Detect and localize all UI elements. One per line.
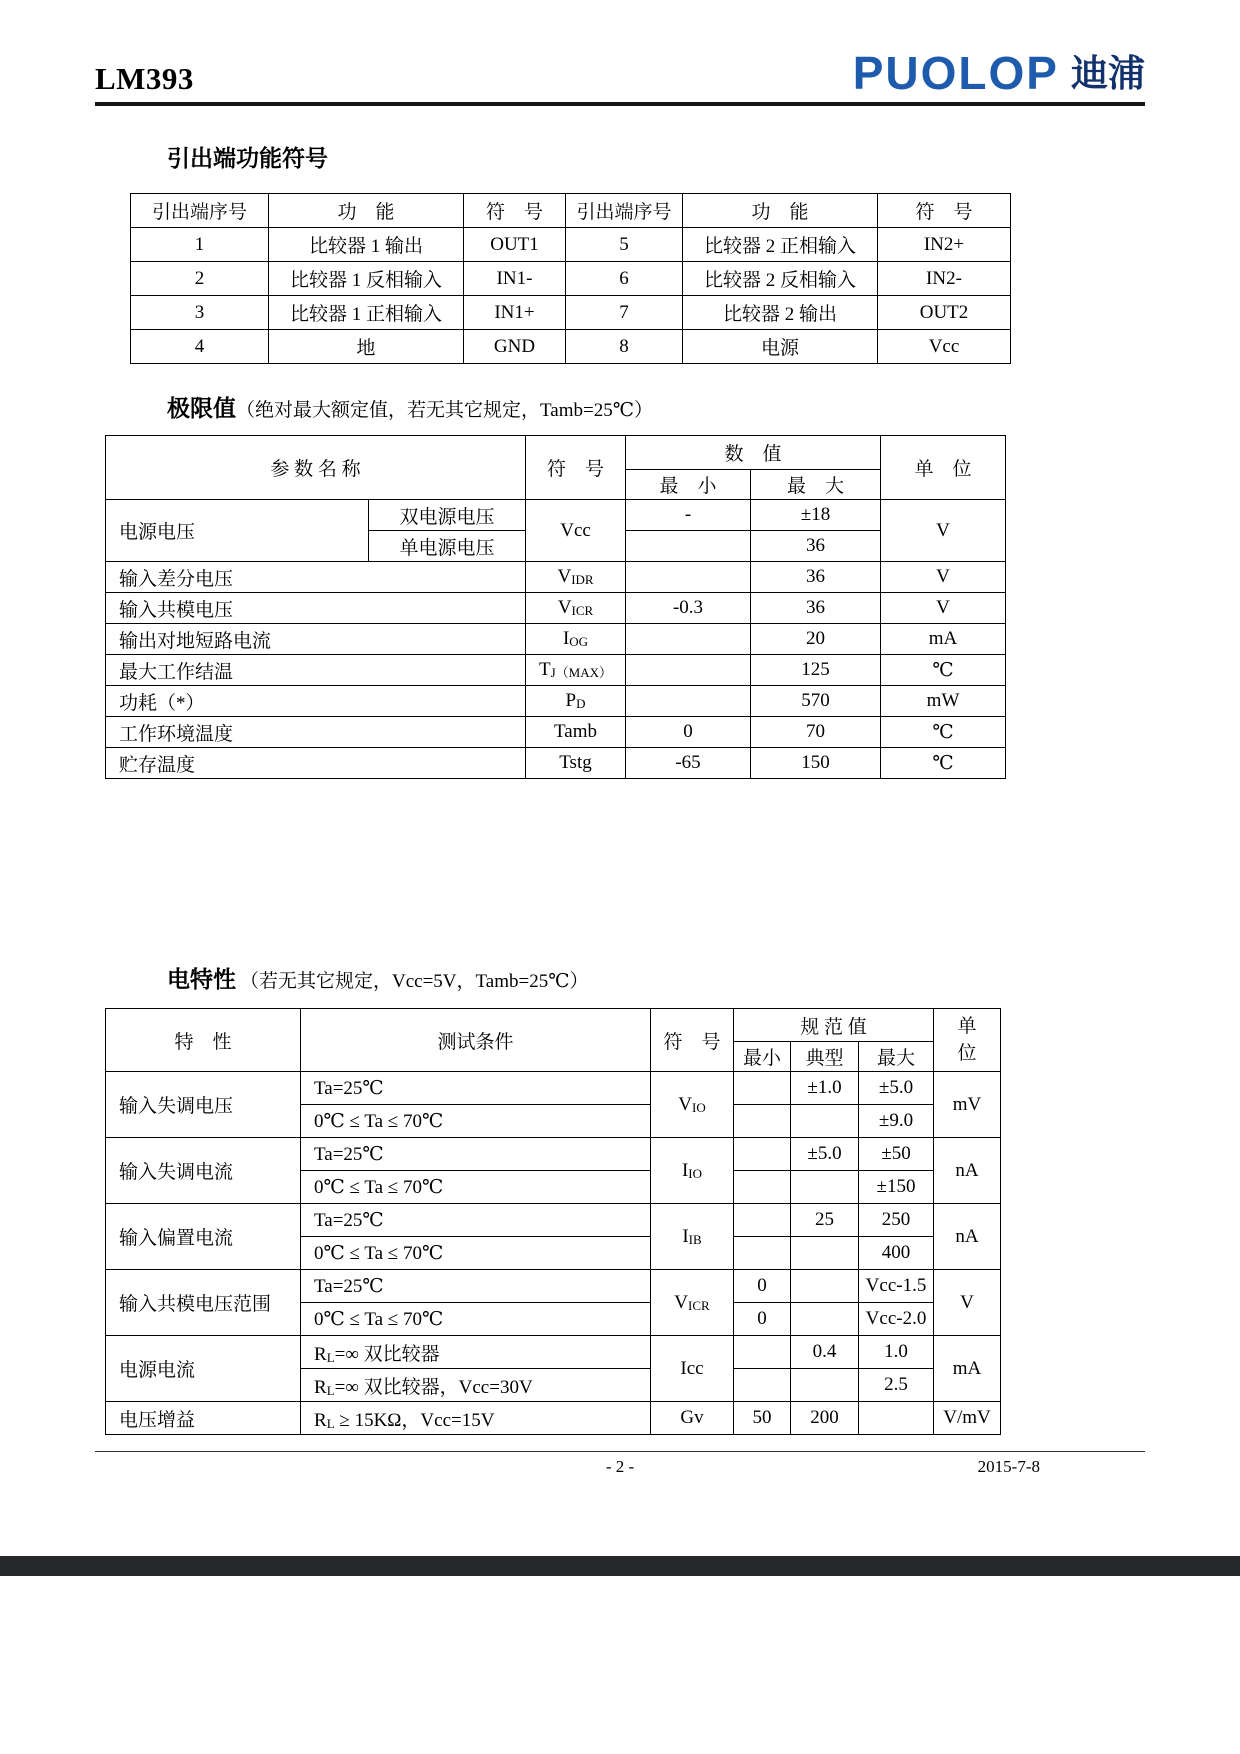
condition-cell: Ta=25℃ [301, 1270, 651, 1303]
symbol-base: V [678, 1093, 692, 1115]
pin-function-cell: 比较器 1 反相输入 [269, 262, 464, 296]
max-cell: 150 [751, 748, 881, 779]
symbol-base: V [674, 1291, 689, 1313]
elec-row [106, 1270, 1001, 1303]
condition-text: R [314, 1343, 327, 1365]
characteristic-cell: 输入偏置电流 [106, 1204, 301, 1270]
col-header-min: 最 小 [626, 470, 751, 500]
characteristic-cell: 输入失调电流 [106, 1138, 301, 1204]
min-cell [626, 531, 751, 562]
col-header-spec: 规 范 值 [734, 1009, 934, 1042]
typ-cell [791, 1105, 859, 1138]
max-cell: Vcc-2.0 [859, 1303, 934, 1336]
param-cell: 输入共模电压 [106, 593, 526, 624]
col-header-unit [934, 1009, 1001, 1072]
symbol-cell: Vcc [526, 500, 626, 562]
pin-table-row [131, 262, 1011, 296]
unit-cell: V [881, 562, 1006, 593]
brand-logo-cn: 迪浦 [1071, 52, 1145, 94]
elec-row [106, 1138, 1001, 1171]
min-cell: - [626, 500, 751, 531]
page-header [95, 47, 1145, 99]
condition-cell: 0℃ ≤ Ta ≤ 70℃ [301, 1237, 651, 1270]
symbol-base: Icc [680, 1357, 704, 1379]
typ-cell [791, 1303, 859, 1336]
page-number: - 2 - [605, 1457, 635, 1476]
symbol-cell [526, 748, 626, 779]
param-cell: 功耗（*） [106, 686, 526, 717]
min-cell [626, 655, 751, 686]
condition-text: =∞ 双比较器 [334, 1343, 440, 1365]
limits-section-title: 极限值 [167, 396, 236, 421]
condition-cell: 0℃ ≤ Ta ≤ 70℃ [301, 1303, 651, 1336]
pin-function-table [130, 193, 1011, 364]
elec-row [106, 1204, 1001, 1237]
footer-date: 2015-7-8 [977, 1457, 1040, 1476]
footer-rule [95, 1451, 1145, 1452]
param-sub-cell: 双电源电压 [369, 500, 526, 531]
elec-row [106, 1336, 1001, 1369]
param-cell: 电源电压 [106, 500, 369, 562]
pin-number-cell: 4 [131, 330, 269, 364]
symbol-cell [526, 717, 626, 748]
max-cell: 400 [859, 1237, 934, 1270]
typ-cell [791, 1237, 859, 1270]
col-header-pin-number: 引出端序号 [131, 194, 269, 228]
col-header-unit: 单 位 [881, 436, 1006, 500]
pin-symbol-cell: IN1- [464, 262, 566, 296]
condition-cell: 0℃ ≤ Ta ≤ 70℃ [301, 1105, 651, 1138]
pin-number-cell: 2 [131, 262, 269, 296]
symbol-base: I [562, 628, 570, 649]
col-header-symbol: 符 号 [651, 1009, 734, 1072]
pin-function-cell: 比较器 2 反相输入 [683, 262, 878, 296]
symbol-subscript: ICR [688, 1297, 710, 1313]
min-cell [734, 1237, 791, 1270]
limits-section-title-row [167, 390, 1145, 423]
pin-number-cell: 1 [131, 228, 269, 262]
condition-text: ≥ 15KΩ，Vcc=15V [334, 1409, 495, 1431]
pin-function-cell: 比较器 2 正相输入 [683, 228, 878, 262]
pin-function-cell: 比较器 1 正相输入 [269, 296, 464, 330]
pin-table-row [131, 296, 1011, 330]
unit-cell: nA [934, 1138, 1001, 1204]
elec-section-title-row [167, 961, 1145, 994]
pin-function-cell: 比较器 2 输出 [683, 296, 878, 330]
col-header-function: 功 能 [269, 194, 464, 228]
max-cell: 36 [751, 531, 881, 562]
max-cell: 125 [751, 655, 881, 686]
pin-function-cell: 地 [269, 330, 464, 364]
elec-section-subtitle: （若无其它规定，Vcc=5V，Tamb=25℃） [240, 971, 589, 992]
brand-logo-en: PUOLOP [852, 47, 1059, 99]
symbol-base: Tamb [554, 721, 598, 742]
col-header-max: 最大 [859, 1042, 934, 1072]
symbol-base: T [539, 659, 551, 680]
param-cell: 最大工作结温 [106, 655, 526, 686]
unit-cell: ℃ [881, 748, 1006, 779]
max-cell: 36 [751, 593, 881, 624]
limits-row [106, 562, 1006, 593]
col-header-value: 数 值 [626, 436, 881, 470]
col-header-symbol: 符 号 [464, 194, 566, 228]
elec-row [106, 1402, 1001, 1435]
symbol-base: Tstg [559, 752, 592, 773]
pin-function-cell: 电源 [683, 330, 878, 364]
condition-text: R [314, 1409, 327, 1431]
limits-table [105, 435, 1006, 779]
pin-symbol-cell: IN2+ [878, 228, 1011, 262]
symbol-cell [526, 655, 626, 686]
limits-row [106, 748, 1006, 779]
typ-cell: 25 [791, 1204, 859, 1237]
symbol-cell [651, 1402, 734, 1435]
unit-cell: V [881, 593, 1006, 624]
col-header-max: 最 大 [751, 470, 881, 500]
pin-symbol-cell: Vcc [878, 330, 1011, 364]
min-cell: 0 [734, 1303, 791, 1336]
limits-row [106, 593, 1006, 624]
condition-cell [301, 1336, 651, 1369]
condition-cell [301, 1402, 651, 1435]
limits-header-row [106, 436, 1006, 470]
unit-header-line: 单 [957, 1016, 977, 1037]
pin-table-row [131, 228, 1011, 262]
pin-number-cell: 6 [566, 262, 683, 296]
pin-table-header-row [131, 194, 1011, 228]
condition-subscript: L [326, 1415, 335, 1431]
typ-cell: ±1.0 [791, 1072, 859, 1105]
param-cell: 输入差分电压 [106, 562, 526, 593]
unit-cell: V/mV [934, 1402, 1001, 1435]
pin-symbol-cell: IN1+ [464, 296, 566, 330]
condition-subscript: L [326, 1349, 335, 1365]
symbol-cell [526, 686, 626, 717]
pin-function-section-title-row [167, 140, 1145, 173]
max-cell: ±50 [859, 1138, 934, 1171]
col-header-param: 参 数 名 称 [106, 436, 526, 500]
pin-number-cell: 5 [566, 228, 683, 262]
characteristic-cell: 电源电流 [106, 1336, 301, 1402]
pin-symbol-cell: OUT1 [464, 228, 566, 262]
symbol-base: P [565, 690, 577, 711]
min-cell: 50 [734, 1402, 791, 1435]
condition-subscript: L [326, 1382, 335, 1398]
param-sub-cell: 单电源电压 [369, 531, 526, 562]
col-header-symbol: 符 号 [878, 194, 1011, 228]
col-header-min: 最小 [734, 1042, 791, 1072]
characteristic-cell: 输入失调电压 [106, 1072, 301, 1138]
symbol-base: Gv [680, 1407, 704, 1428]
symbol-subscript: D [576, 696, 586, 711]
document-title: LM393 [95, 60, 194, 96]
pin-function-section-title: 引出端功能符号 [167, 146, 328, 171]
max-cell: ±5.0 [859, 1072, 934, 1105]
min-cell: -0.3 [626, 593, 751, 624]
page-footer [95, 1457, 1145, 1481]
min-cell [734, 1105, 791, 1138]
bottom-bar [0, 1556, 1240, 1576]
min-cell: 0 [734, 1270, 791, 1303]
limits-section-subtitle: （绝对最大额定值，若无其它规定，Tamb=25℃） [236, 400, 653, 421]
unit-cell: V [934, 1270, 1001, 1336]
typ-cell [791, 1171, 859, 1204]
typ-cell [791, 1369, 859, 1402]
min-cell [626, 562, 751, 593]
typ-cell: 200 [791, 1402, 859, 1435]
symbol-subscript: IDR [571, 572, 594, 587]
max-cell [859, 1402, 934, 1435]
max-cell: 36 [751, 562, 881, 593]
condition-cell: Ta=25℃ [301, 1204, 651, 1237]
symbol-subscript: IO [692, 1099, 706, 1115]
symbol-cell [651, 1204, 734, 1270]
unit-cell: ℃ [881, 655, 1006, 686]
characteristic-cell: 输入共模电压范围 [106, 1270, 301, 1336]
max-cell: 250 [859, 1204, 934, 1237]
symbol-cell [526, 624, 626, 655]
header-rule [95, 102, 1145, 106]
param-cell: 输出对地短路电流 [106, 624, 526, 655]
symbol-subscript: IO [688, 1165, 703, 1181]
condition-cell: 0℃ ≤ Ta ≤ 70℃ [301, 1171, 651, 1204]
symbol-cell [526, 562, 626, 593]
pin-symbol-cell: GND [464, 330, 566, 364]
max-cell: ±9.0 [859, 1105, 934, 1138]
max-cell: 70 [751, 717, 881, 748]
unit-cell: nA [934, 1204, 1001, 1270]
unit-cell: mA [881, 624, 1006, 655]
param-cell: 工作环境温度 [106, 717, 526, 748]
condition-cell: Ta=25℃ [301, 1072, 651, 1105]
unit-cell: V [881, 500, 1006, 562]
param-cell: 贮存温度 [106, 748, 526, 779]
symbol-cell [526, 593, 626, 624]
symbol-subscript: IB [688, 1231, 702, 1247]
pin-symbol-cell: OUT2 [878, 296, 1011, 330]
condition-cell [301, 1369, 651, 1402]
symbol-subscript: J（MAX） [550, 665, 613, 680]
elec-section-title: 电特性 [167, 967, 236, 992]
col-header-pin-number: 引出端序号 [566, 194, 683, 228]
typ-cell: 0.4 [791, 1336, 859, 1369]
symbol-subscript: ICR [571, 603, 594, 618]
unit-cell: mA [934, 1336, 1001, 1402]
unit-cell: ℃ [881, 717, 1006, 748]
typ-cell [791, 1270, 859, 1303]
max-cell: ±150 [859, 1171, 934, 1204]
symbol-subscript: OG [569, 634, 589, 649]
pin-symbol-cell: IN2- [878, 262, 1011, 296]
symbol-cell [651, 1270, 734, 1336]
min-cell: 0 [626, 717, 751, 748]
unit-cell: mW [881, 686, 1006, 717]
elec-row [106, 1072, 1001, 1105]
characteristic-cell: 电压增益 [106, 1402, 301, 1435]
max-cell: Vcc-1.5 [859, 1270, 934, 1303]
min-cell: -65 [626, 748, 751, 779]
max-cell: ±18 [751, 500, 881, 531]
min-cell [734, 1072, 791, 1105]
min-cell [734, 1336, 791, 1369]
symbol-cell [651, 1336, 734, 1402]
symbol-base: V [557, 597, 572, 618]
condition-cell: Ta=25℃ [301, 1138, 651, 1171]
col-header-function: 功 能 [683, 194, 878, 228]
min-cell [734, 1171, 791, 1204]
col-header-typ: 典型 [791, 1042, 859, 1072]
limits-row [106, 655, 1006, 686]
condition-text: R [314, 1376, 327, 1398]
min-cell [626, 624, 751, 655]
unit-header-line: 位 [957, 1043, 977, 1064]
pin-function-cell: 比较器 1 输出 [269, 228, 464, 262]
col-header-symbol: 符 号 [526, 436, 626, 500]
symbol-base: V [557, 566, 572, 587]
pin-number-cell: 7 [566, 296, 683, 330]
limits-row [106, 717, 1006, 748]
max-cell: 570 [751, 686, 881, 717]
symbol-base: I [681, 1159, 689, 1181]
symbol-base: I [682, 1225, 689, 1247]
limits-row [106, 500, 1006, 531]
min-cell [734, 1369, 791, 1402]
min-cell [734, 1204, 791, 1237]
symbol-cell [651, 1138, 734, 1204]
col-header-characteristic: 特 性 [106, 1009, 301, 1072]
max-cell: 20 [751, 624, 881, 655]
condition-text: =∞ 双比较器，Vcc=30V [334, 1376, 533, 1398]
max-cell: 2.5 [859, 1369, 934, 1402]
limits-row [106, 624, 1006, 655]
brand-logo [852, 47, 1145, 99]
typ-cell: ±5.0 [791, 1138, 859, 1171]
pin-number-cell: 3 [131, 296, 269, 330]
symbol-cell [651, 1072, 734, 1138]
max-cell: 1.0 [859, 1336, 934, 1369]
min-cell [734, 1138, 791, 1171]
pin-number-cell: 8 [566, 330, 683, 364]
elec-table [105, 1008, 1001, 1435]
pin-table-row [131, 330, 1011, 364]
unit-cell: mV [934, 1072, 1001, 1138]
min-cell [626, 686, 751, 717]
col-header-condition: 测试条件 [301, 1009, 651, 1072]
elec-header-row [106, 1009, 1001, 1042]
limits-row [106, 686, 1006, 717]
